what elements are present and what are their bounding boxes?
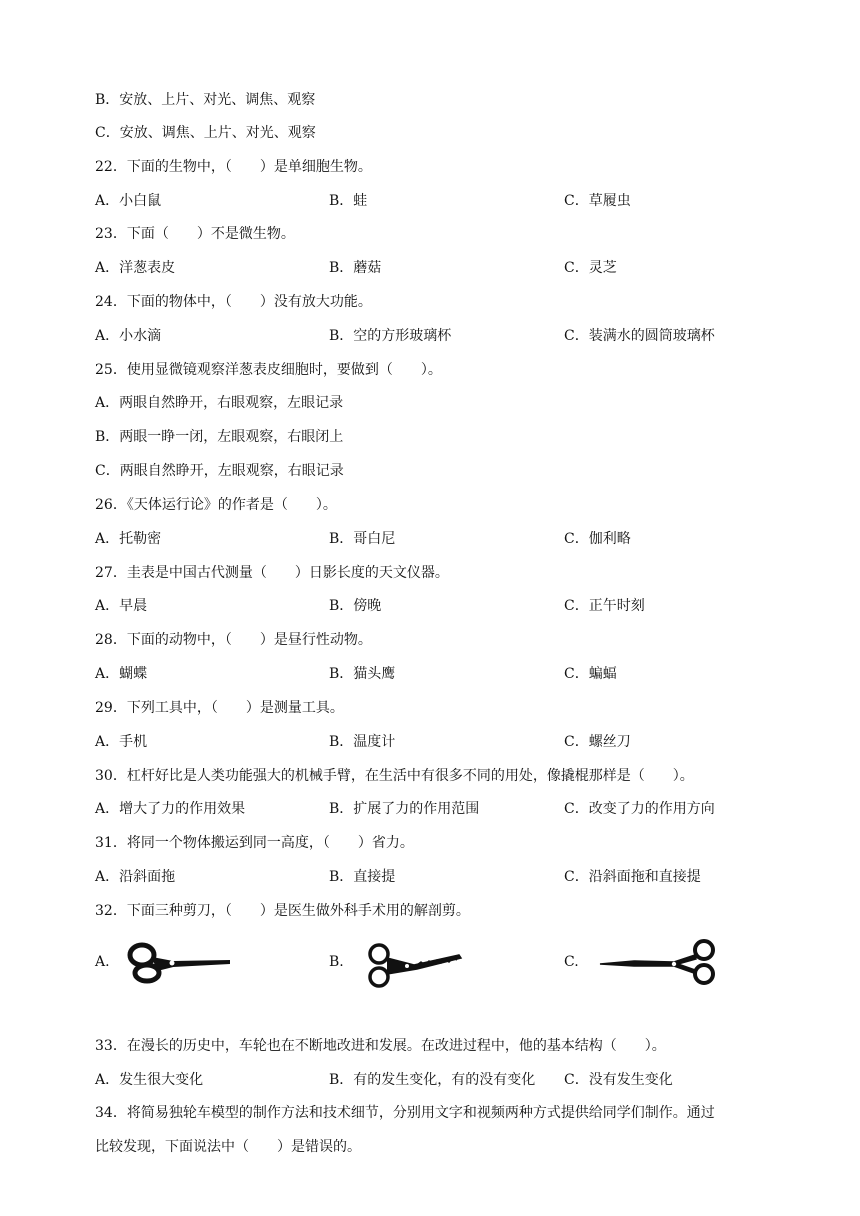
- question-22: 22．下面的生物中，（ ）是单细胞生物。: [95, 159, 372, 175]
- q27-options: [95, 594, 795, 618]
- q26-option-a: A．托勒密: [95, 531, 162, 547]
- q32-option-b: [329, 932, 549, 992]
- q25-option-b: B．两眼一睁一闭，左眼观察，右眼闭上: [95, 429, 344, 445]
- q32-options: [95, 932, 795, 992]
- q21-option-b: B．安放、上片、对光、调焦、观察: [95, 92, 316, 108]
- q23-option-c: C．灵芝: [564, 260, 617, 276]
- question-28: 28．下面的动物中，（ ）是昼行性动物。: [95, 632, 372, 648]
- question-34-line-2: 比较发现，下面说法中（ ）是错误的。: [95, 1139, 361, 1155]
- question-30: 30．杠杆好比是人类功能强大的机械手臂，在生活中有很多不同的用处，像撬棍那样是（ ）。: [95, 768, 694, 784]
- q28-options: [95, 662, 795, 686]
- q30-option-a: A．增大了力的作用效果: [95, 801, 246, 817]
- q32-option-a: [95, 932, 315, 992]
- q32-option-c-label: C.: [564, 954, 579, 970]
- q22-option-c: C．草履虫: [564, 193, 631, 209]
- q22-option-a: A．小白鼠: [95, 193, 162, 209]
- question-27: 27．圭表是中国古代测量（ ）日影长度的天文仪器。: [95, 565, 449, 581]
- q29-options: [95, 730, 795, 754]
- q33-option-c: C．没有发生变化: [564, 1072, 673, 1088]
- question-25: 25．使用显微镜观察洋葱表皮细胞时，要做到（ ）。: [95, 362, 442, 378]
- q28-option-a: A．蝴蝶: [95, 666, 148, 682]
- q32-option-b-label: B.: [329, 954, 344, 970]
- q31-option-a: A．沿斜面拖: [95, 869, 176, 885]
- q24-option-c: C．装满水的圆筒玻璃杯: [564, 328, 715, 344]
- question-34-line-1: 34．将简易独轮车模型的制作方法和技术细节，分别用文字和视频两种方式提供给同学们制作。通过: [95, 1105, 715, 1121]
- q26-options: [95, 527, 795, 551]
- question-23: 23．下面（ ）不是微生物。: [95, 226, 295, 242]
- q32-option-a-label: A.: [95, 954, 110, 970]
- q30-options: [95, 797, 795, 821]
- q24-option-a: A．小水滴: [95, 328, 162, 344]
- q31-option-b: B．直接提: [329, 869, 396, 885]
- q33-option-a: A．发生很大变化: [95, 1072, 204, 1088]
- q28-option-c: C．蝙蝠: [564, 666, 617, 682]
- question-33: 33．在漫长的历史中，车轮也在不断地改进和发展。在改进过程中，他的基本结构（ ）。: [95, 1038, 666, 1054]
- q29-option-a: A．手机: [95, 734, 148, 750]
- q27-option-c: C．正午时刻: [564, 598, 645, 614]
- q22-option-b: B．蛙: [329, 193, 368, 209]
- q27-option-b: B．傍晚: [329, 598, 382, 614]
- question-31: 31．将同一个物体搬运到同一高度，（ ）省力。: [95, 835, 414, 851]
- q29-option-c: C．螺丝刀: [564, 734, 631, 750]
- q32-option-c: [564, 932, 784, 992]
- dissecting-scissors-icon: [125, 932, 235, 992]
- q25-option-a: A．两眼自然睁开，右眼观察，左眼记录: [95, 395, 344, 411]
- pinking-shears-icon: [359, 932, 469, 992]
- q23-option-a: A．洋葱表皮: [95, 260, 176, 276]
- q30-option-b: B．扩展了力的作用范围: [329, 801, 480, 817]
- q31-options: [95, 865, 795, 889]
- q23-options: [95, 256, 795, 280]
- q27-option-a: A．早晨: [95, 598, 148, 614]
- q26-option-c: C．伽利略: [564, 531, 631, 547]
- question-29: 29．下列工具中，（ ）是测量工具。: [95, 700, 344, 716]
- q31-option-c: C．沿斜面拖和直接提: [564, 869, 701, 885]
- q33-option-b: B．有的发生变化，有的没有变化: [329, 1072, 536, 1088]
- q25-option-c: C．两眼自然睁开，左眼观察，右眼记录: [95, 463, 344, 479]
- q23-option-b: B．蘑菇: [329, 260, 382, 276]
- question-26: 26．《天体运行论》的作者是（ ）。: [95, 497, 337, 513]
- q30-option-c: C．改变了力的作用方向: [564, 801, 715, 817]
- q24-option-b: B．空的方形玻璃杯: [329, 328, 452, 344]
- q24-options: [95, 324, 795, 348]
- q29-option-b: B．温度计: [329, 734, 396, 750]
- q22-options: [95, 189, 795, 213]
- q26-option-b: B．哥白尼: [329, 531, 396, 547]
- question-24: 24．下面的物体中，（ ）没有放大功能。: [95, 294, 372, 310]
- surgical-scissors-icon: [594, 932, 724, 992]
- question-32: 32．下面三种剪刀，（ ）是医生做外科手术用的解剖剪。: [95, 903, 470, 919]
- q21-option-c: C．安放、调焦、上片、对光、观察: [95, 125, 316, 141]
- q28-option-b: B．猫头鹰: [329, 666, 396, 682]
- q33-options: [95, 1068, 795, 1092]
